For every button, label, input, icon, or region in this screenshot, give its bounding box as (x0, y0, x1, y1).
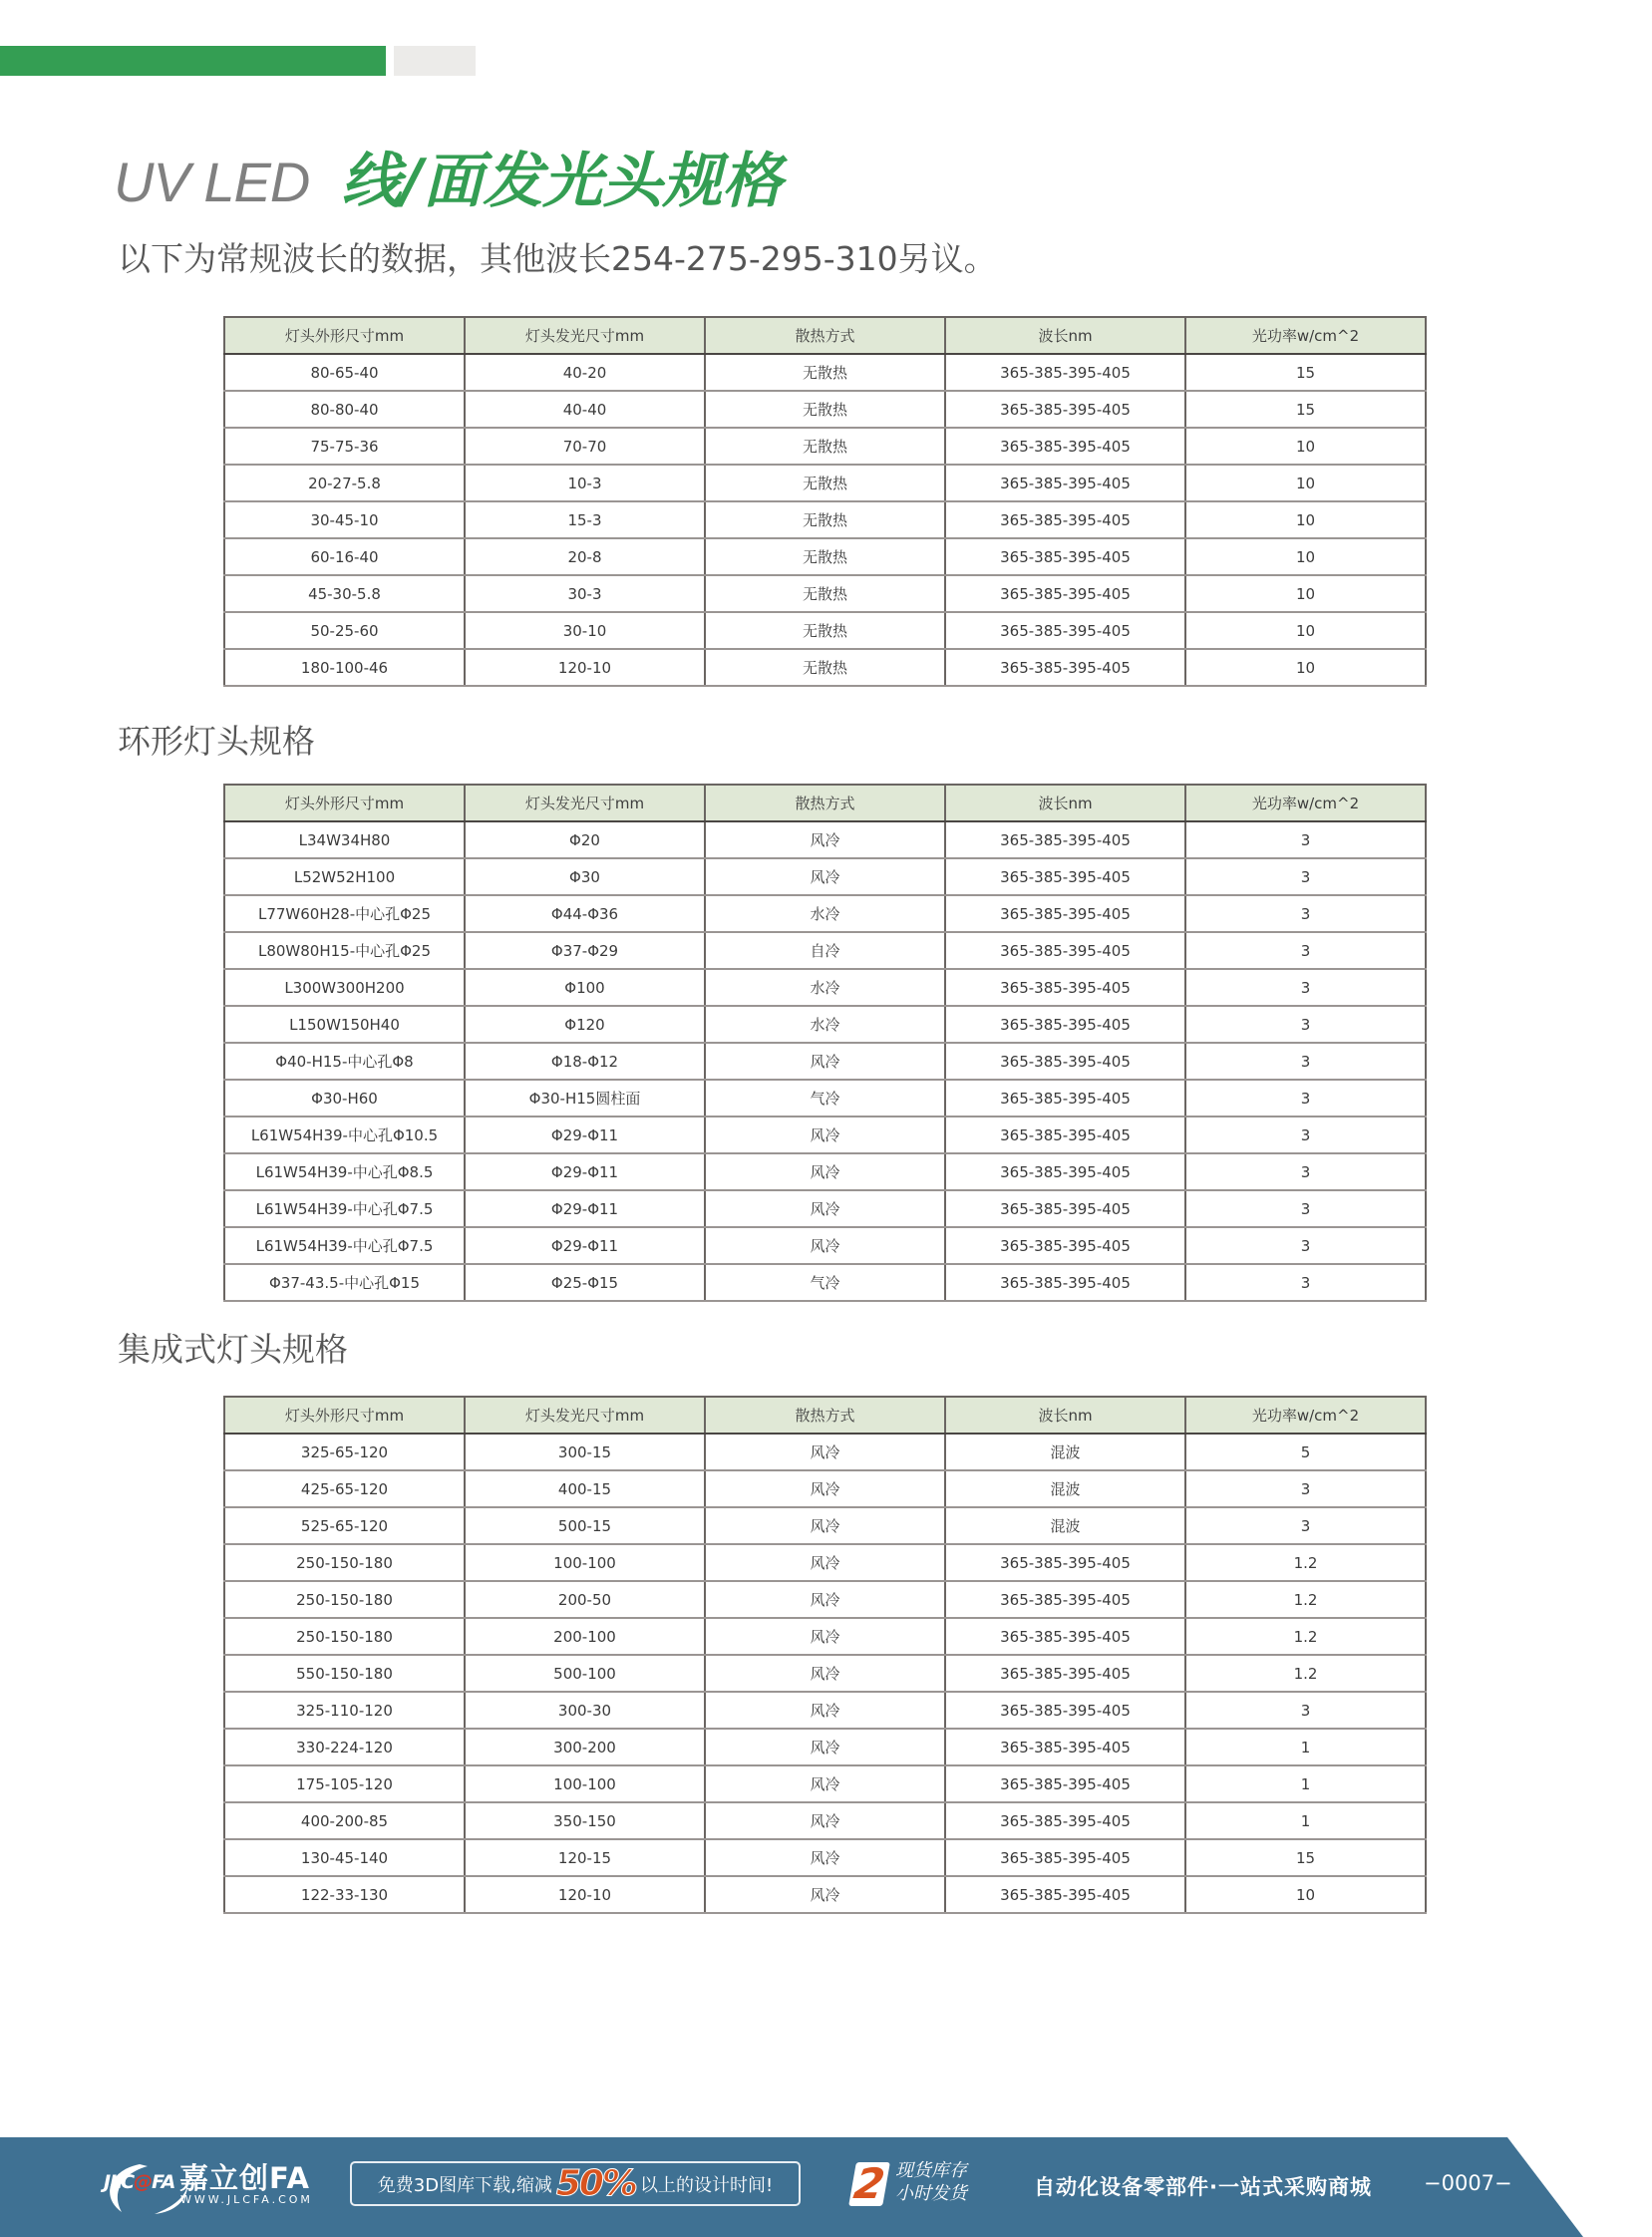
cell-outer-size: 175-105-120 (224, 1765, 465, 1802)
cell-wavelength: 365-385-395-405 (945, 1581, 1185, 1618)
cell-outer-size: L80W80H15-中心孔Φ25 (224, 932, 465, 969)
promo-text-before: 免费3D图库下载,缩减 (377, 2174, 552, 2196)
cell-emit-size: 300-200 (465, 1729, 705, 1765)
cell-outer-size: 50-25-60 (224, 612, 465, 649)
cell-emit-size: Φ30 (465, 858, 705, 895)
table-row (224, 858, 1426, 895)
cell-power: 1.2 (1185, 1544, 1426, 1581)
cell-power: 1 (1185, 1765, 1426, 1802)
col-header-outer-size: 灯头外形尺寸mm (224, 785, 465, 821)
cell-outer-size: 250-150-180 (224, 1618, 465, 1655)
cell-emit-size: Φ44-Φ36 (465, 895, 705, 932)
cell-wavelength: 365-385-395-405 (945, 1839, 1185, 1876)
cell-emit-size: 15-3 (465, 501, 705, 538)
cell-emit-size: 100-100 (465, 1544, 705, 1581)
col-header-power: 光功率w/cm^2 (1185, 317, 1426, 354)
cell-outer-size: 550-150-180 (224, 1655, 465, 1692)
table-row (224, 391, 1426, 428)
cell-cooling: 风冷 (705, 1227, 945, 1264)
col-header-emit-size: 灯头发光尺寸mm (465, 1397, 705, 1434)
cell-outer-size: Φ37-43.5-中心孔Φ15 (224, 1264, 465, 1301)
cell-cooling: 水冷 (705, 1006, 945, 1043)
cell-wavelength: 混波 (945, 1470, 1185, 1507)
cell-power: 3 (1185, 858, 1426, 895)
cell-cooling: 风冷 (705, 1802, 945, 1839)
table-row (224, 1581, 1426, 1618)
cell-outer-size: 325-110-120 (224, 1692, 465, 1729)
table-row (224, 895, 1426, 932)
promo-banner (350, 2161, 801, 2206)
cell-cooling: 无散热 (705, 575, 945, 612)
cell-emit-size: 30-3 (465, 575, 705, 612)
cell-cooling: 风冷 (705, 1117, 945, 1153)
table-header-row (224, 785, 1426, 821)
cell-outer-size: 45-30-5.8 (224, 575, 465, 612)
col-header-emit-size: 灯头发光尺寸mm (465, 317, 705, 354)
cell-cooling: 无散热 (705, 354, 945, 391)
cell-wavelength: 365-385-395-405 (945, 1080, 1185, 1117)
cell-emit-size: 400-15 (465, 1470, 705, 1507)
cell-outer-size: L34W34H80 (224, 821, 465, 858)
cell-cooling: 无散热 (705, 428, 945, 465)
cell-wavelength: 365-385-395-405 (945, 649, 1185, 686)
cell-wavelength: 365-385-395-405 (945, 1264, 1185, 1301)
cell-cooling: 气冷 (705, 1264, 945, 1301)
cell-cooling: 风冷 (705, 1153, 945, 1190)
cell-outer-size: L61W54H39-中心孔Φ8.5 (224, 1153, 465, 1190)
cell-emit-size: Φ120 (465, 1006, 705, 1043)
cell-outer-size: L150W150H40 (224, 1006, 465, 1043)
cell-emit-size: 200-100 (465, 1618, 705, 1655)
cell-wavelength: 365-385-395-405 (945, 1006, 1185, 1043)
page-subtitle: 以下为常规波长的数据，其他波长254-275-295-310另议。 (118, 239, 997, 278)
cell-outer-size: 525-65-120 (224, 1507, 465, 1544)
cell-cooling: 风冷 (705, 1470, 945, 1507)
header-accent-bar (0, 46, 386, 76)
cell-outer-size: 80-80-40 (224, 391, 465, 428)
table-row (224, 1190, 1426, 1227)
cell-emit-size: 300-30 (465, 1692, 705, 1729)
cell-outer-size: L61W54H39-中心孔Φ7.5 (224, 1190, 465, 1227)
cell-emit-size: Φ29-Φ11 (465, 1227, 705, 1264)
cell-cooling: 无散热 (705, 538, 945, 575)
cell-emit-size: 200-50 (465, 1581, 705, 1618)
spec-table-ring (223, 784, 1427, 1302)
cell-emit-size: Φ25-Φ15 (465, 1264, 705, 1301)
cell-power: 3 (1185, 1043, 1426, 1080)
cell-emit-size: Φ100 (465, 969, 705, 1006)
cell-power: 1 (1185, 1729, 1426, 1765)
cell-outer-size: Φ30-H60 (224, 1080, 465, 1117)
cell-emit-size: Φ20 (465, 821, 705, 858)
cell-power: 3 (1185, 1507, 1426, 1544)
cell-emit-size: 100-100 (465, 1765, 705, 1802)
header-accent-bar-grey (394, 46, 476, 76)
table-row (224, 612, 1426, 649)
cell-outer-size: L61W54H39-中心孔Φ10.5 (224, 1117, 465, 1153)
cell-wavelength: 365-385-395-405 (945, 354, 1185, 391)
cell-emit-size: 120-10 (465, 1876, 705, 1913)
cell-emit-size: Φ29-Φ11 (465, 1117, 705, 1153)
col-header-wavelength: 波长nm (945, 785, 1185, 821)
cell-wavelength: 混波 (945, 1434, 1185, 1470)
footer-tagline: 自动化设备零部件·一站式采购商城 (1034, 2175, 1372, 2199)
cell-wavelength: 365-385-395-405 (945, 501, 1185, 538)
cell-power: 3 (1185, 1006, 1426, 1043)
cell-power: 10 (1185, 501, 1426, 538)
cell-power: 10 (1185, 1876, 1426, 1913)
cell-wavelength: 365-385-395-405 (945, 1227, 1185, 1264)
cell-emit-size: 350-150 (465, 1802, 705, 1839)
cell-emit-size: 500-15 (465, 1507, 705, 1544)
cell-cooling: 无散热 (705, 391, 945, 428)
table-row (224, 1080, 1426, 1117)
cell-wavelength: 365-385-395-405 (945, 1043, 1185, 1080)
cell-wavelength: 365-385-395-405 (945, 821, 1185, 858)
cell-emit-size: Φ30-H15圆柱面 (465, 1080, 705, 1117)
cell-emit-size: 120-15 (465, 1839, 705, 1876)
cell-emit-size: 70-70 (465, 428, 705, 465)
cell-cooling: 风冷 (705, 1655, 945, 1692)
cell-outer-size: 400-200-85 (224, 1802, 465, 1839)
cell-cooling: 风冷 (705, 1544, 945, 1581)
cell-wavelength: 365-385-395-405 (945, 895, 1185, 932)
cell-emit-size: 40-40 (465, 391, 705, 428)
cell-cooling: 风冷 (705, 821, 945, 858)
cell-power: 3 (1185, 1153, 1426, 1190)
cell-emit-size: Φ18-Φ12 (465, 1043, 705, 1080)
cell-power: 15 (1185, 1839, 1426, 1876)
page-title (114, 134, 783, 216)
cell-outer-size: 30-45-10 (224, 501, 465, 538)
cell-emit-size: 500-100 (465, 1655, 705, 1692)
table-row (224, 821, 1426, 858)
cell-power: 1.2 (1185, 1581, 1426, 1618)
cell-outer-size: 180-100-46 (224, 649, 465, 686)
cell-power: 10 (1185, 612, 1426, 649)
table-row (224, 1876, 1426, 1913)
cell-power: 3 (1185, 1080, 1426, 1117)
table-row (224, 1618, 1426, 1655)
page-title-en: UV LED (114, 151, 310, 213)
cell-emit-size: 20-8 (465, 538, 705, 575)
stock-shipping-text (895, 2159, 967, 2205)
cell-cooling: 风冷 (705, 1581, 945, 1618)
promo-percent: 50% (555, 2162, 636, 2204)
table-row (224, 932, 1426, 969)
cell-wavelength: 混波 (945, 1507, 1185, 1544)
cell-emit-size: 300-15 (465, 1434, 705, 1470)
table-row (224, 1434, 1426, 1470)
table-row (224, 354, 1426, 391)
cell-cooling: 风冷 (705, 1618, 945, 1655)
cell-wavelength: 365-385-395-405 (945, 1153, 1185, 1190)
table-row (224, 1117, 1426, 1153)
table-row (224, 1507, 1426, 1544)
cell-power: 3 (1185, 1227, 1426, 1264)
table-row (224, 1227, 1426, 1264)
logo-url: WWW.JLCFA.COM (180, 2193, 313, 2206)
cell-power: 3 (1185, 1117, 1426, 1153)
col-header-outer-size: 灯头外形尺寸mm (224, 1397, 465, 1434)
table-row (224, 1006, 1426, 1043)
table-row (224, 1470, 1426, 1507)
cell-outer-size: 130-45-140 (224, 1839, 465, 1876)
table-row (224, 969, 1426, 1006)
table-row (224, 1264, 1426, 1301)
cell-cooling: 水冷 (705, 895, 945, 932)
col-header-wavelength: 波长nm (945, 317, 1185, 354)
spec-table-line-area (223, 316, 1427, 687)
cell-outer-size: L52W52H100 (224, 858, 465, 895)
cell-emit-size: 120-10 (465, 649, 705, 686)
cell-power: 10 (1185, 575, 1426, 612)
cell-outer-size: L77W60H28-中心孔Φ25 (224, 895, 465, 932)
cell-wavelength: 365-385-395-405 (945, 1802, 1185, 1839)
section-heading-ring: 环形灯头规格 (118, 722, 315, 761)
logo-name: 嘉立创FA (179, 2161, 310, 2195)
cell-power: 1 (1185, 1802, 1426, 1839)
cell-wavelength: 365-385-395-405 (945, 575, 1185, 612)
cell-power: 3 (1185, 969, 1426, 1006)
cell-power: 3 (1185, 1264, 1426, 1301)
cell-cooling: 风冷 (705, 1876, 945, 1913)
cell-cooling: 风冷 (705, 1434, 945, 1470)
table-row (224, 1692, 1426, 1729)
cell-wavelength: 365-385-395-405 (945, 1876, 1185, 1913)
cell-wavelength: 365-385-395-405 (945, 465, 1185, 501)
cell-cooling: 水冷 (705, 969, 945, 1006)
cell-wavelength: 365-385-395-405 (945, 391, 1185, 428)
cell-outer-size: 250-150-180 (224, 1544, 465, 1581)
cell-cooling: 风冷 (705, 1190, 945, 1227)
cell-outer-size: 330-224-120 (224, 1729, 465, 1765)
cell-outer-size: L300W300H200 (224, 969, 465, 1006)
table-row (224, 1655, 1426, 1692)
cell-emit-size: 10-3 (465, 465, 705, 501)
cell-power: 10 (1185, 538, 1426, 575)
cell-outer-size: 80-65-40 (224, 354, 465, 391)
cell-wavelength: 365-385-395-405 (945, 538, 1185, 575)
col-header-outer-size: 灯头外形尺寸mm (224, 317, 465, 354)
col-header-cooling: 散热方式 (705, 1397, 945, 1434)
cell-emit-size: Φ37-Φ29 (465, 932, 705, 969)
table-row (224, 465, 1426, 501)
cell-cooling: 风冷 (705, 1729, 945, 1765)
cell-cooling: 气冷 (705, 1080, 945, 1117)
cell-outer-size: 60-16-40 (224, 538, 465, 575)
cell-wavelength: 365-385-395-405 (945, 932, 1185, 969)
cell-outer-size: 325-65-120 (224, 1434, 465, 1470)
cell-wavelength: 365-385-395-405 (945, 1655, 1185, 1692)
table-row (224, 428, 1426, 465)
table-header-row (224, 317, 1426, 354)
table-header-row (224, 1397, 1426, 1434)
cell-power: 15 (1185, 391, 1426, 428)
cell-cooling: 风冷 (705, 1043, 945, 1080)
cell-wavelength: 365-385-395-405 (945, 612, 1185, 649)
page-title-zh: 线/面发光头规格 (341, 147, 783, 216)
cell-power: 10 (1185, 465, 1426, 501)
cell-emit-size: Φ29-Φ11 (465, 1153, 705, 1190)
cell-cooling: 风冷 (705, 1692, 945, 1729)
table-row (224, 538, 1426, 575)
cell-wavelength: 365-385-395-405 (945, 1618, 1185, 1655)
cell-cooling: 风冷 (705, 1507, 945, 1544)
cell-power: 1.2 (1185, 1655, 1426, 1692)
logo-mark: JLC@FA (104, 2171, 175, 2193)
table-row (224, 1839, 1426, 1876)
cell-cooling: 风冷 (705, 858, 945, 895)
col-header-emit-size: 灯头发光尺寸mm (465, 785, 705, 821)
section-heading-integrated: 集成式灯头规格 (118, 1330, 348, 1369)
cell-power: 3 (1185, 821, 1426, 858)
table-row (224, 1153, 1426, 1190)
table-row (224, 1729, 1426, 1765)
cell-wavelength: 365-385-395-405 (945, 428, 1185, 465)
cell-wavelength: 365-385-395-405 (945, 1190, 1185, 1227)
cell-cooling: 无散热 (705, 465, 945, 501)
cell-outer-size: Φ40-H15-中心孔Φ8 (224, 1043, 465, 1080)
cell-emit-size: Φ29-Φ11 (465, 1190, 705, 1227)
cell-power: 10 (1185, 428, 1426, 465)
cell-cooling: 无散热 (705, 501, 945, 538)
cell-cooling: 自冷 (705, 932, 945, 969)
cell-outer-size: 75-75-36 (224, 428, 465, 465)
cell-cooling: 风冷 (705, 1839, 945, 1876)
two-hour-badge-icon: 2 (848, 2162, 890, 2206)
col-header-wavelength: 波长nm (945, 1397, 1185, 1434)
cell-wavelength: 365-385-395-405 (945, 1544, 1185, 1581)
table-row (224, 1765, 1426, 1802)
cell-power: 15 (1185, 354, 1426, 391)
table-row (224, 1544, 1426, 1581)
table-row (224, 1802, 1426, 1839)
table-row (224, 575, 1426, 612)
stock-line-1: 现货库存 (895, 2160, 967, 2181)
cell-power: 3 (1185, 895, 1426, 932)
cell-power: 3 (1185, 1470, 1426, 1507)
cell-outer-size: 250-150-180 (224, 1581, 465, 1618)
col-header-cooling: 散热方式 (705, 317, 945, 354)
cell-outer-size: 425-65-120 (224, 1470, 465, 1507)
stock-line-2: 小时发货 (895, 2183, 967, 2204)
cell-cooling: 无散热 (705, 649, 945, 686)
cell-wavelength: 365-385-395-405 (945, 858, 1185, 895)
cell-emit-size: 40-20 (465, 354, 705, 391)
cell-power: 1.2 (1185, 1618, 1426, 1655)
spec-table-integrated (223, 1396, 1427, 1914)
cell-wavelength: 365-385-395-405 (945, 969, 1185, 1006)
cell-cooling: 风冷 (705, 1765, 945, 1802)
cell-cooling: 无散热 (705, 612, 945, 649)
cell-outer-size: L61W54H39-中心孔Φ7.5 (224, 1227, 465, 1264)
cell-power: 10 (1185, 649, 1426, 686)
cell-emit-size: 30-10 (465, 612, 705, 649)
cell-wavelength: 365-385-395-405 (945, 1692, 1185, 1729)
cell-wavelength: 365-385-395-405 (945, 1729, 1185, 1765)
cell-power: 5 (1185, 1434, 1426, 1470)
cell-outer-size: 20-27-5.8 (224, 465, 465, 501)
cell-wavelength: 365-385-395-405 (945, 1765, 1185, 1802)
col-header-power: 光功率w/cm^2 (1185, 1397, 1426, 1434)
col-header-power: 光功率w/cm^2 (1185, 785, 1426, 821)
table-row (224, 1043, 1426, 1080)
cell-power: 3 (1185, 1190, 1426, 1227)
cell-outer-size: 122-33-130 (224, 1876, 465, 1913)
table-row (224, 501, 1426, 538)
cell-wavelength: 365-385-395-405 (945, 1117, 1185, 1153)
cell-power: 3 (1185, 1692, 1426, 1729)
promo-text-after: 以上的设计时间! (640, 2174, 774, 2196)
cell-power: 3 (1185, 932, 1426, 969)
table-row (224, 649, 1426, 686)
col-header-cooling: 散热方式 (705, 785, 945, 821)
page-number: −0007− (1424, 2171, 1512, 2195)
